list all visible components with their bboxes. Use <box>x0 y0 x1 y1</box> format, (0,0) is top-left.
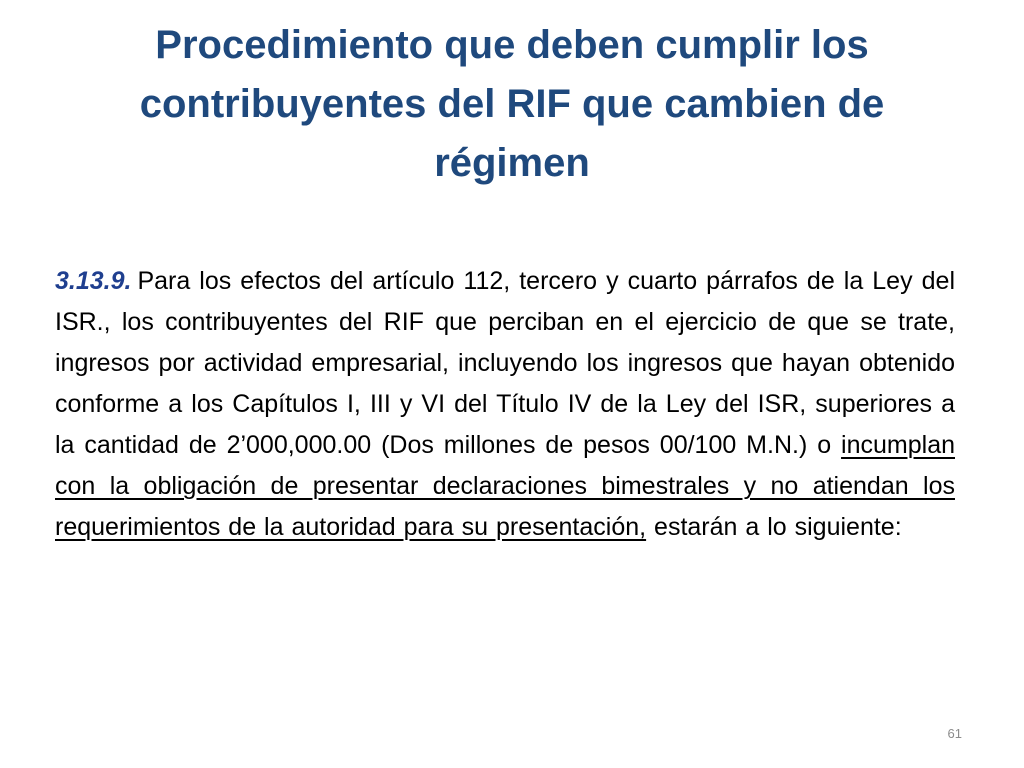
paragraph-end: estarán a lo siguiente: <box>646 513 902 541</box>
rule-paragraph <box>55 261 955 548</box>
page-number: 61 <box>947 726 962 741</box>
slide-title: Procedimiento que deben cumplir los contribuyentes del RIF que cambien de régimen <box>139 23 885 185</box>
paragraph-intro: Para los efectos del artículo 112, tercero y cuarto párrafos de la Ley del ISR., los contribuyentes del RIF que perciban en el ejercicio de que se trate, ingresos por actividad empresarial, incluyendo los ingresos que hayan obtenido conforme a los Capítulos I, III y VI del Título IV de la Ley del ISR, superiores a la cantidad de 2’000,000.00 (Dos millones de pesos 00/100 M.N.) o <box>55 267 955 459</box>
paragraph-underlined-text: incumplan con la obligación de presentar declaraciones bimestrales y no atiendan los requerimientos de la autoridad para su presentación, <box>55 431 955 541</box>
rule-number: 3.13.9. <box>55 267 132 295</box>
